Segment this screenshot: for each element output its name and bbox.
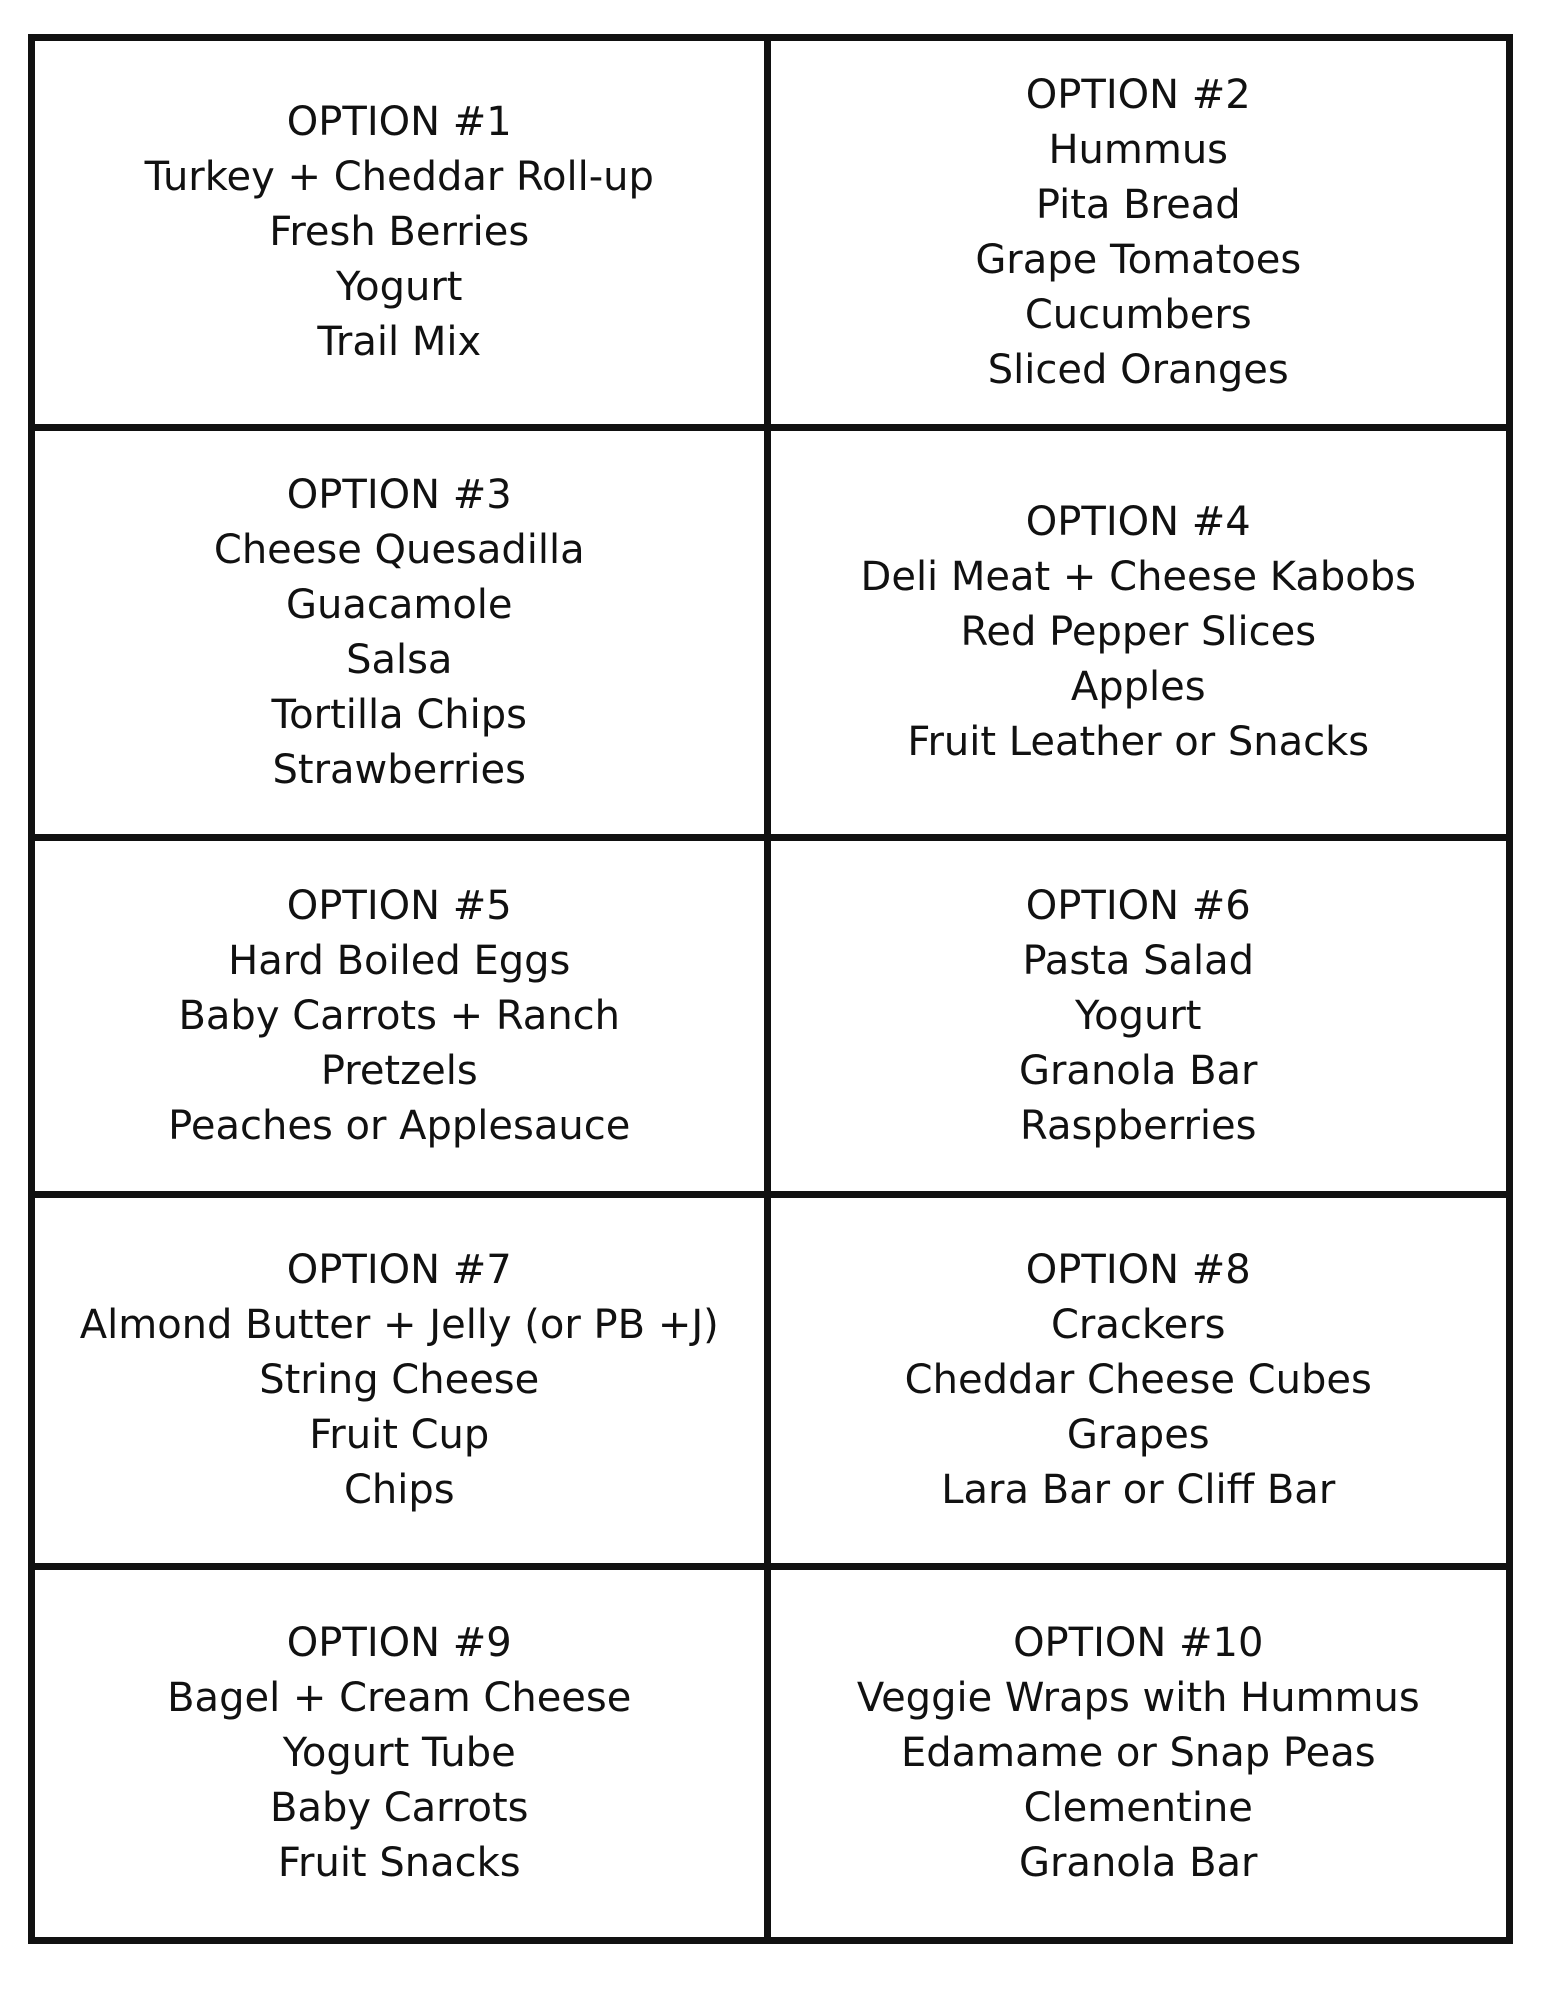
- option-item: Fruit Cup: [309, 1412, 490, 1458]
- option-title: OPTION #4: [1025, 499, 1251, 545]
- option-title: OPTION #7: [286, 1247, 512, 1293]
- option-item: Strawberries: [272, 746, 526, 793]
- option-item: Clementine: [1023, 1785, 1253, 1831]
- option-item: Red Pepper Slices: [960, 609, 1317, 655]
- option-title: OPTION #10: [1013, 1620, 1264, 1666]
- option-item: Guacamole: [285, 581, 513, 628]
- option-item: Yogurt: [1075, 992, 1202, 1039]
- option-item: Chips: [343, 1467, 455, 1513]
- option-item: Deli Meat + Cheese Kabobs: [860, 554, 1416, 600]
- option-item: Edamame or Snap Peas: [900, 1730, 1376, 1776]
- option-item: Bagel + Cream Cheese: [167, 1675, 632, 1721]
- option-item: Granola Bar: [1018, 1840, 1258, 1886]
- option-item: Grapes: [1066, 1412, 1210, 1458]
- option-item: Fruit Leather or Snacks: [907, 719, 1370, 765]
- option-card-8: [771, 1198, 1507, 1570]
- option-item: Fruit Snacks: [277, 1840, 521, 1886]
- option-item: Crackers: [1050, 1302, 1226, 1348]
- option-item: Grape Tomatoes: [975, 236, 1302, 283]
- option-card-6: [771, 841, 1507, 1198]
- option-item: Baby Carrots + Ranch: [178, 992, 621, 1039]
- option-item: Sliced Oranges: [987, 346, 1289, 393]
- option-title: OPTION #5: [286, 882, 512, 929]
- option-card-5: [35, 841, 771, 1198]
- option-item: Almond Butter + Jelly (or PB +J): [79, 1302, 719, 1348]
- option-item: Yogurt Tube: [282, 1730, 516, 1776]
- option-card-3: [35, 431, 771, 841]
- option-item: String Cheese: [259, 1357, 540, 1403]
- option-item: Cheese Quesadilla: [213, 526, 585, 573]
- option-item: Salsa: [346, 636, 453, 683]
- option-item: Fresh Berries: [269, 209, 530, 255]
- option-item: Turkey + Cheddar Roll-up: [144, 154, 654, 200]
- option-item: Peaches or Applesauce: [168, 1102, 631, 1149]
- option-card-9: [35, 1570, 771, 1937]
- option-card-4: [771, 431, 1507, 841]
- option-item: Trail Mix: [317, 319, 482, 365]
- option-item: Cheddar Cheese Cubes: [904, 1357, 1372, 1403]
- option-item: Granola Bar: [1018, 1047, 1258, 1094]
- options-grid: [28, 34, 1513, 1944]
- option-title: OPTION #6: [1025, 882, 1251, 929]
- option-item: Raspberries: [1020, 1102, 1257, 1149]
- option-item: Cucumbers: [1024, 291, 1252, 338]
- option-item: Hard Boiled Eggs: [228, 937, 571, 984]
- option-item: Hummus: [1048, 126, 1229, 173]
- option-item: Veggie Wraps with Hummus: [856, 1675, 1420, 1721]
- option-title: OPTION #3: [286, 471, 512, 518]
- option-title: OPTION #8: [1025, 1247, 1251, 1293]
- option-card-2: [771, 41, 1507, 431]
- option-title: OPTION #2: [1025, 71, 1251, 118]
- option-item: Baby Carrots: [270, 1785, 529, 1831]
- option-item: Yogurt: [336, 264, 463, 310]
- option-item: Pita Bread: [1035, 181, 1241, 228]
- option-card-7: [35, 1198, 771, 1570]
- option-item: Apples: [1070, 664, 1206, 710]
- option-title: OPTION #9: [286, 1620, 512, 1666]
- option-card-1: [35, 41, 771, 431]
- option-item: Pasta Salad: [1022, 937, 1254, 984]
- option-item: Lara Bar or Cliff Bar: [941, 1467, 1336, 1513]
- option-title: OPTION #1: [286, 99, 512, 145]
- option-item: Tortilla Chips: [271, 691, 527, 738]
- option-item: Pretzels: [320, 1047, 478, 1094]
- option-card-10: [771, 1570, 1507, 1937]
